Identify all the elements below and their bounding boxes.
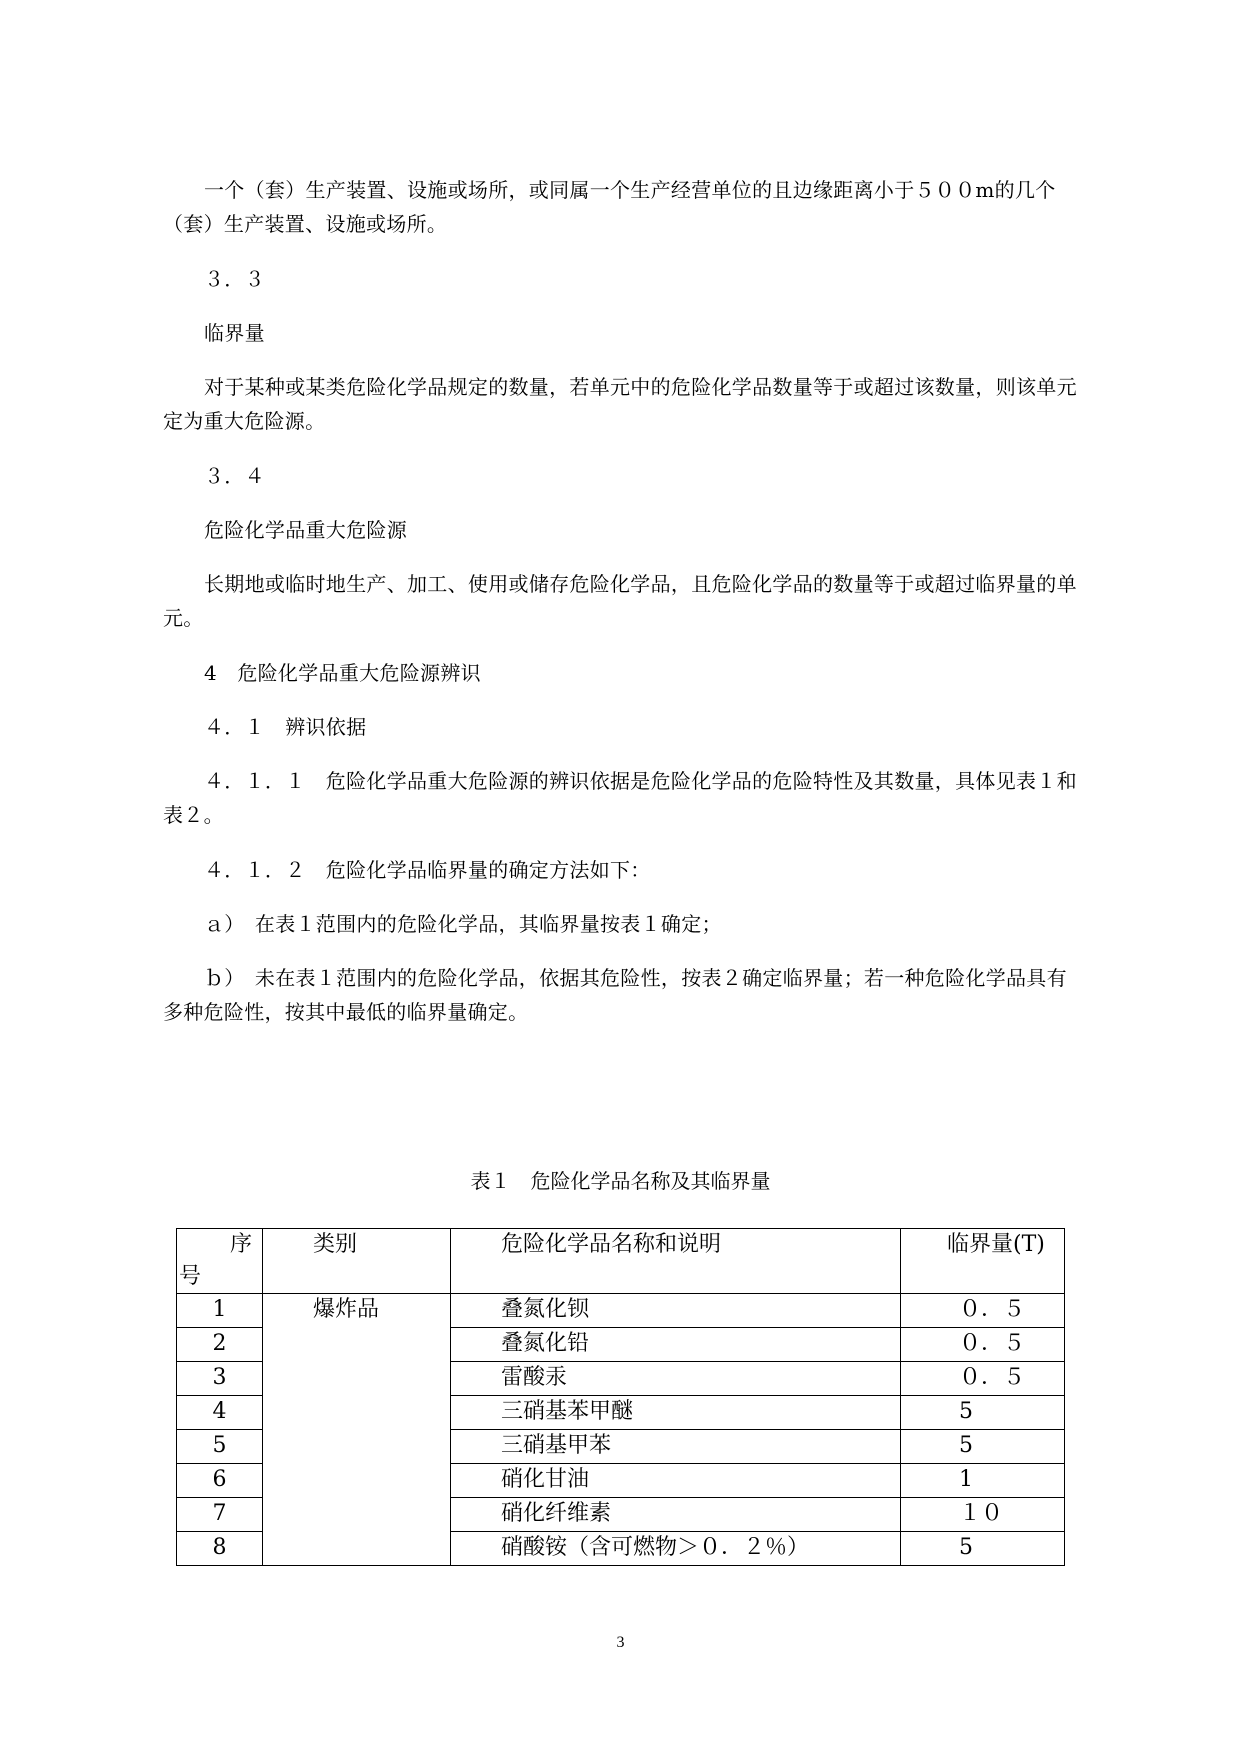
section-3-4-number: ３．４	[204, 464, 265, 488]
cell-no: 5	[177, 1430, 263, 1464]
page-number: 3	[616, 1634, 625, 1651]
cell-no: 2	[177, 1328, 263, 1362]
header-quantity: 临界量(T)	[901, 1229, 1065, 1294]
cell-name: 硝化甘油	[451, 1464, 901, 1498]
cell-category: 爆炸品	[263, 1294, 451, 1566]
cell-quantity: 5	[901, 1396, 1065, 1430]
cell-quantity: １０	[901, 1498, 1065, 1532]
header-no	[177, 1229, 263, 1294]
cell-no: 6	[177, 1464, 263, 1498]
section-4-1-heading: ４．１ 辨识依据	[204, 715, 367, 739]
section-4-heading: 4 危险化学品重大危险源辨识	[204, 661, 481, 685]
cell-quantity: 5	[901, 1532, 1065, 1566]
table-1	[176, 1228, 1065, 1566]
cell-name: 三硝基苯甲醚	[451, 1396, 901, 1430]
cell-name: 叠氮化钡	[451, 1294, 901, 1328]
cell-quantity: 5	[901, 1430, 1065, 1464]
cell-quantity: ０．５	[901, 1362, 1065, 1396]
list-item-a: ａ） 在表１范围内的危险化学品，其临界量按表１确定；	[204, 912, 722, 936]
section-3-3-number: ３．３	[204, 267, 265, 291]
list-item-b: ｂ） 未在表１范围内的危险化学品，依据其危险性，按表２确定临界量；若一种危险化学品具有多种危险性，按其中最低的临界量确定。	[163, 966, 1067, 1024]
cell-no: 8	[177, 1532, 263, 1566]
paragraph-4-1-1: ４．１．１ 危险化学品重大危险源的辨识依据是危险化学品的危险特性及其数量，具体见表１和表２。	[163, 769, 1077, 827]
paragraph-critical-quantity: 对于某种或某类危险化学品规定的数量，若单元中的危险化学品数量等于或超过该数量，则该单元定为重大危险源。	[163, 375, 1077, 433]
cell-name: 三硝基甲苯	[451, 1430, 901, 1464]
cell-name: 硝酸铵（含可燃物＞０．２％）	[451, 1532, 901, 1566]
cell-name: 硝化纤维素	[451, 1498, 901, 1532]
table-header-row	[177, 1229, 1065, 1294]
cell-no: 1	[177, 1294, 263, 1328]
cell-no: 4	[177, 1396, 263, 1430]
cell-name: 叠氮化铅	[451, 1328, 901, 1362]
cell-quantity: ０．５	[901, 1328, 1065, 1362]
section-3-3-title: 临界量	[204, 321, 265, 345]
header-no-top: 序	[229, 1232, 252, 1257]
paragraph-4-1-2: ４．１．２ 危险化学品临界量的确定方法如下：	[204, 858, 651, 882]
cell-no: 7	[177, 1498, 263, 1532]
cell-quantity: 1	[901, 1464, 1065, 1498]
paragraph-major-hazard-source: 长期地或临时地生产、加工、使用或储存危险化学品，且危险化学品的数量等于或超过临界量的单元。	[163, 572, 1077, 630]
cell-quantity: ０．５	[901, 1294, 1065, 1328]
header-name: 危险化学品名称和说明	[451, 1229, 901, 1294]
cell-no: 3	[177, 1362, 263, 1396]
table-1-caption: 表１ 危险化学品名称及其临界量	[470, 1169, 771, 1193]
paragraph-unit-definition: 一个（套）生产装置、设施或场所，或同属一个生产经营单位的且边缘距离小于５００m的几个（套）生产装置、设施或场所。	[163, 178, 1056, 236]
header-category: 类别	[263, 1229, 451, 1294]
cell-name: 雷酸汞	[451, 1362, 901, 1396]
section-3-4-title: 危险化学品重大危险源	[204, 518, 407, 542]
table-row	[177, 1294, 1065, 1328]
header-no-bottom: 号	[179, 1264, 202, 1289]
